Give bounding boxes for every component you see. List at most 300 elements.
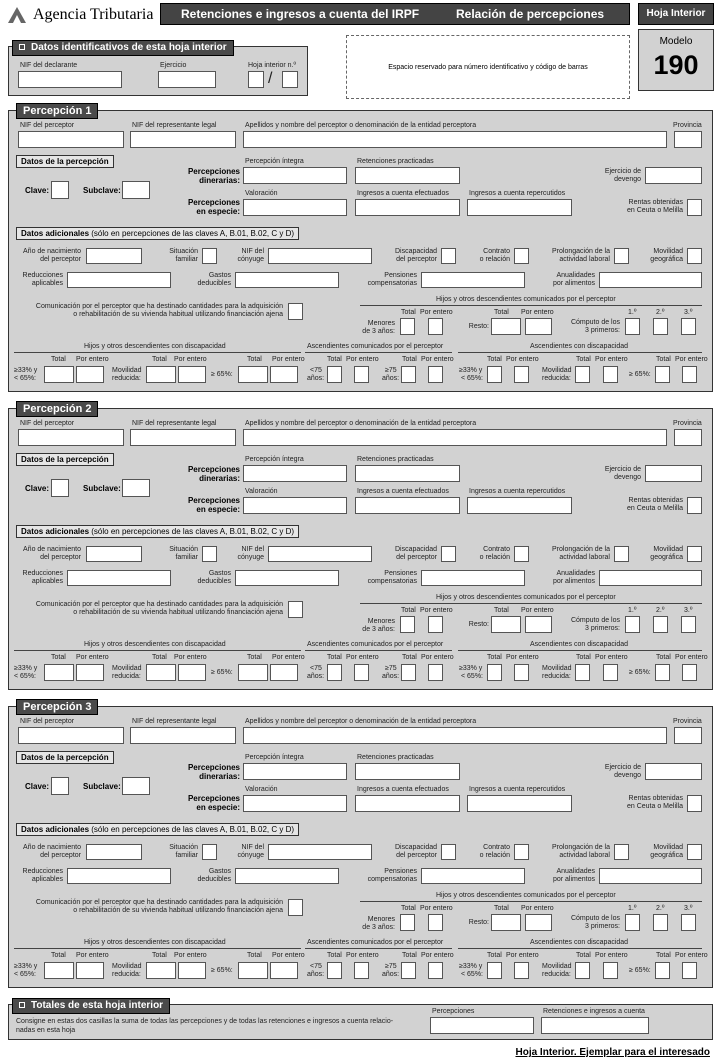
perc1-valoracion-field[interactable] xyxy=(243,199,347,216)
perc2-hd-ge65-entero-field[interactable] xyxy=(270,664,298,681)
perc2-prolongacion-label-2: actividad laboral xyxy=(559,554,610,561)
perc2-computo-label-1: Cómputo de los xyxy=(570,617,620,624)
perc3-segundo-field[interactable] xyxy=(653,914,668,931)
perc1-provincia-label: Provincia xyxy=(673,122,702,129)
nif-declarante-label: NIF del declarante xyxy=(20,62,78,69)
perc1-resto-entero-field[interactable] xyxy=(525,318,552,335)
perc2-hd-ge33-entero-field[interactable] xyxy=(76,664,104,681)
perc2-hd-movred-total-field[interactable] xyxy=(146,664,176,681)
perc3-datos-adicionales-title xyxy=(16,823,299,836)
perc1-situacion-label-1: Situación xyxy=(169,248,198,255)
perc1-retenciones-practicadas-field[interactable] xyxy=(355,167,460,184)
perc2-clave-field[interactable] xyxy=(51,479,69,497)
perc2-resto-label: Resto: xyxy=(468,621,489,628)
perc2-apellidos-field[interactable] xyxy=(243,429,667,446)
perc1-anualidades-label-1: Anualidades xyxy=(556,272,595,279)
perc2-movilidad-label-2: geográfica xyxy=(650,554,683,561)
perc3-ingresos-repercutidos-field[interactable] xyxy=(467,795,572,812)
perc3-ac-lt75-label-1: <75 xyxy=(310,963,322,970)
perc2-rentas-ceuta-label-2: en Ceuta o Melilla xyxy=(626,505,683,512)
square-icon xyxy=(19,44,25,50)
perc1-ac-ge75-total-field[interactable] xyxy=(401,366,416,383)
perc3-ac-ge75-entero-label: Por entero xyxy=(421,952,454,959)
perc1-ad-ge33-entero-field[interactable] xyxy=(514,366,529,383)
perc2-perc-dinerarias-label-1: Percepciones xyxy=(187,465,240,474)
perc3-resto-label: Resto: xyxy=(468,919,489,926)
perc1-hd-movred-label-1: Movilidad xyxy=(112,367,142,374)
perc3-datos-percepcion-title: Datos de la percepción xyxy=(16,751,114,764)
datos-identificativos-title xyxy=(12,40,234,56)
perc3-gastos-field[interactable] xyxy=(235,868,339,884)
perc1-movilidad-label-2: geográfica xyxy=(650,256,683,263)
perc2-computo-label-2: 3 primeros: xyxy=(584,625,620,632)
perc1-ascendientes-discapacidad-line xyxy=(458,352,702,353)
perc1-subclave-field[interactable] xyxy=(122,181,150,199)
perc2-hd-ge33-label-2: < 65%: xyxy=(14,673,36,680)
perc2-discapacidad-field[interactable] xyxy=(441,546,456,562)
perc1-ad-movred-label-2: reducida: xyxy=(542,375,571,382)
perc1-hd-ge33-total-field[interactable] xyxy=(44,366,74,383)
perc3-pensiones-field[interactable] xyxy=(421,868,525,884)
perc1-nif-representante-field[interactable] xyxy=(130,131,236,148)
perc3-tercero-field[interactable] xyxy=(681,914,696,931)
perc1-prolongacion-label-2: actividad laboral xyxy=(559,256,610,263)
perc2-ad-movred-total-label: Total xyxy=(576,654,591,661)
perc2-hijos-discapacidad-line xyxy=(14,650,301,651)
perc3-resto-total-label: Total xyxy=(494,905,509,912)
perc3-ac-lt75-total-field[interactable] xyxy=(327,962,342,979)
perc2-rentas-ceuta-field[interactable] xyxy=(687,497,702,514)
perc1-resto-total-field[interactable] xyxy=(491,318,521,335)
perc1-ejercicio-devengo-field[interactable] xyxy=(645,167,702,184)
perc2-ad-ge65-total-field[interactable] xyxy=(655,664,670,681)
perc2-nif-perceptor-label: NIF del perceptor xyxy=(20,420,75,427)
perc1-datos-adicionales-note: (sólo en percepciones de las claves A, B.01, B.02, C y D) xyxy=(91,229,295,238)
perc3-prolongacion-field[interactable] xyxy=(614,844,629,860)
perc2-ac-lt75-entero-label: Por entero xyxy=(346,654,379,661)
perc2-ad-ge33-label-2: < 65%: xyxy=(461,673,483,680)
perc1-reducciones-field[interactable] xyxy=(67,272,171,288)
perc2-ac-lt75-entero-field[interactable] xyxy=(354,664,369,681)
perc3-anualidades-label-1: Anualidades xyxy=(556,868,595,875)
perc2-ac-ge75-label-2: años: xyxy=(382,673,400,680)
perc1-rentas-ceuta-field[interactable] xyxy=(687,199,702,216)
perc2-ad-ge33-label-1: ≥33% y xyxy=(459,665,483,672)
perc1-discapacidad-field[interactable] xyxy=(441,248,456,264)
perc3-hd-ge33-total-field[interactable] xyxy=(44,962,74,979)
totales-percepciones-label: Percepciones xyxy=(432,1008,475,1015)
perc2-tercero-field[interactable] xyxy=(681,616,696,633)
perc3-ad-ge65-entero-field[interactable] xyxy=(682,962,697,979)
perc1-clave-field[interactable] xyxy=(51,181,69,199)
perc2-hd-movred-label-1: Movilidad xyxy=(112,665,142,672)
perc3-ingresos-repercutidos-label: Ingresos a cuenta repercutidos xyxy=(469,786,566,793)
perc2-anualidades-field[interactable] xyxy=(599,570,702,586)
perc1-hijos-comunicados-label: Hijos y otros descendientes comunicados por el perceptor xyxy=(436,296,616,303)
perc3-ac-ge75-label-1: ≥75 xyxy=(385,963,397,970)
perc2-ac-ge75-entero-label: Por entero xyxy=(421,654,454,661)
perc3-rentas-ceuta-label-1: Rentas obtenidas xyxy=(628,795,683,802)
perc1-computo-label-2: 3 primeros: xyxy=(584,327,620,334)
perc2-comunicacion-label-1: Comunicación por el perceptor que ha destinado cantidades para la adquisición xyxy=(35,601,283,608)
perc2-menores-total-label: Total xyxy=(401,607,416,614)
perc1-nif-perceptor-field[interactable] xyxy=(18,131,124,148)
hoja-interior-total-field[interactable] xyxy=(282,71,298,88)
perc2-provincia-field[interactable] xyxy=(674,429,702,446)
hoja-interior-num-field[interactable] xyxy=(248,71,264,88)
perc1-ad-movred-entero-label: Por entero xyxy=(595,356,628,363)
perc2-hd-ge33-label-1: ≥33% y xyxy=(14,665,38,672)
perc2-comunicacion-label-2: o rehabilitación de su vivienda habitual utilizando financiación ajena xyxy=(73,609,283,616)
perc3-ad-ge65-total-field[interactable] xyxy=(655,962,670,979)
perc2-ascendientes-discapacidad-label: Ascendientes con discapacidad xyxy=(530,641,629,648)
perc2-nif-conyuge-label-1: NIF del xyxy=(241,546,264,553)
perc3-hd-movred-entero-label: Por entero xyxy=(174,952,207,959)
perc1-hd-ge33-entero-field[interactable] xyxy=(76,366,104,383)
perc1-ac-ge75-label-2: años: xyxy=(382,375,400,382)
perc3-hd-ge33-label-1: ≥33% y xyxy=(14,963,38,970)
perc3-hd-ge33-entero-label: Por entero xyxy=(76,952,109,959)
square-icon xyxy=(19,1002,25,1008)
perc2-ad-ge65-entero-field[interactable] xyxy=(682,664,697,681)
perc1-ac-lt75-label-2: años: xyxy=(307,375,325,382)
perc1-menores-entero-field[interactable] xyxy=(428,318,443,335)
perc2-reducciones-label-1: Reducciones xyxy=(22,570,63,577)
perc3-ad-ge33-total-field[interactable] xyxy=(487,962,502,979)
perc2-primero-field[interactable] xyxy=(625,616,640,633)
perc3-contrato-field[interactable] xyxy=(514,844,529,860)
perc3-rentas-ceuta-field[interactable] xyxy=(687,795,702,812)
perc2-resto-total-field[interactable] xyxy=(491,616,521,633)
perc3-apellidos-field[interactable] xyxy=(243,727,667,744)
perc2-ac-lt75-total-field[interactable] xyxy=(327,664,342,681)
perc1-ac-lt75-total-field[interactable] xyxy=(327,366,342,383)
perc3-computo-label-2: 3 primeros: xyxy=(584,923,620,930)
perc2-prolongacion-label-1: Prolongación de la xyxy=(552,546,610,553)
perc3-ac-lt75-entero-label: Por entero xyxy=(346,952,379,959)
perc2-ingresos-repercutidos-label: Ingresos a cuenta repercutidos xyxy=(469,488,566,495)
modelo-box xyxy=(638,29,714,91)
perc3-ad-movred-label-1: Movilidad xyxy=(542,963,572,970)
perc1-hd-ge33-total-label: Total xyxy=(51,356,66,363)
perc3-ad-ge33-entero-field[interactable] xyxy=(514,962,529,979)
perc3-situacion-label-2: familiar xyxy=(175,852,198,859)
perc1-hd-ge65-label: ≥ 65%: xyxy=(211,371,233,378)
perc2-anio-nac-label-1: Año de nacimiento xyxy=(23,546,81,553)
perc3-menores-entero-label: Por entero xyxy=(420,905,453,912)
perc1-movilidad-field[interactable] xyxy=(687,248,702,264)
perc1-apellidos-field[interactable] xyxy=(243,131,667,148)
perc3-percepcion-integra-field[interactable] xyxy=(243,763,347,780)
perc2-ingresos-repercutidos-field[interactable] xyxy=(467,497,572,514)
perc2-ad-ge65-total-label: Total xyxy=(656,654,671,661)
perc2-ac-ge75-entero-field[interactable] xyxy=(428,664,443,681)
perc3-ejercicio-devengo-field[interactable] xyxy=(645,763,702,780)
perc3-hd-ge33-label-2: < 65%: xyxy=(14,971,36,978)
perc2-anualidades-label-1: Anualidades xyxy=(556,570,595,577)
perc3-hd-ge65-total-field[interactable] xyxy=(238,962,268,979)
perc1-ad-movred-total-field[interactable] xyxy=(575,366,590,383)
perc2-hd-ge33-total-field[interactable] xyxy=(44,664,74,681)
perc3-hd-ge65-entero-label: Por entero xyxy=(272,952,305,959)
perc1-anualidades-field[interactable] xyxy=(599,272,702,288)
nif-declarante-field[interactable] xyxy=(18,71,122,88)
perc1-ad-ge65-entero-label: Por entero xyxy=(675,356,708,363)
perc3-reducciones-label-2: aplicables xyxy=(31,876,63,883)
perc2-gastos-field[interactable] xyxy=(235,570,339,586)
perc3-reducciones-field[interactable] xyxy=(67,868,171,884)
footer-text: Hoja Interior. Ejemplar para el interesado xyxy=(515,1047,710,1058)
perc1-perc-especie-label-1: Percepciones xyxy=(187,198,240,207)
perc2-ad-ge33-entero-field[interactable] xyxy=(514,664,529,681)
perc1-reducciones-label-2: aplicables xyxy=(31,280,63,287)
perc2-contrato-label-2: o relación xyxy=(479,554,510,561)
perc3-menores-total-field[interactable] xyxy=(400,914,415,931)
perc3-ejercicio-devengo-label-2: devengo xyxy=(614,772,641,779)
perc1-valoracion-label: Valoración xyxy=(245,190,278,197)
totales-retenciones-field[interactable] xyxy=(541,1017,649,1034)
perc2-datos-adicionales-label: Datos adicionales xyxy=(21,527,90,536)
perc1-discapacidad-label-1: Discapacidad xyxy=(394,248,437,255)
perc1-hd-movred-total-field[interactable] xyxy=(146,366,176,383)
perc2-menores-label-1: Menores xyxy=(367,618,395,625)
perc3-contrato-label-1: Contrato xyxy=(483,844,510,851)
perc1-anio-nac-label-2: del perceptor xyxy=(40,256,81,263)
perc1-computo-label-1: Cómputo de los xyxy=(570,319,620,326)
perc3-subclave-field[interactable] xyxy=(122,777,150,795)
perc2-movilidad-label-1: Movilidad xyxy=(653,546,683,553)
perc1-ad-ge65-label: ≥ 65%: xyxy=(629,371,651,378)
perc2-percepcion-integra-label: Percepción íntegra xyxy=(245,456,304,463)
perc2-situacion-field[interactable] xyxy=(202,546,217,562)
perc3-hd-ge65-entero-field[interactable] xyxy=(270,962,298,979)
perc1-contrato-field[interactable] xyxy=(514,248,529,264)
ejercicio-field[interactable] xyxy=(158,71,216,88)
perc1-hd-ge65-total-label: Total xyxy=(247,356,262,363)
perc2-pensiones-field[interactable] xyxy=(421,570,525,586)
perc2-ingresos-efectuados-field[interactable] xyxy=(355,497,460,514)
perc3-situacion-field[interactable] xyxy=(202,844,217,860)
perc3-provincia-field[interactable] xyxy=(674,727,702,744)
perc2-retenciones-practicadas-label: Retenciones practicadas xyxy=(357,456,434,463)
perc1-ac-lt75-entero-label: Por entero xyxy=(346,356,379,363)
perc2-movilidad-field[interactable] xyxy=(687,546,702,562)
perc1-ingresos-repercutidos-field[interactable] xyxy=(467,199,572,216)
perc3-resto-total-field[interactable] xyxy=(491,914,521,931)
perc1-ad-ge65-total-label: Total xyxy=(656,356,671,363)
barcode-area xyxy=(346,35,630,99)
perc2-anualidades-label-2: por alimentos xyxy=(552,578,595,585)
perc1-ascendientes-comunicados-label: Ascendientes comunicados por el perceptor xyxy=(307,343,444,350)
perc3-comunicacion-label-2: o rehabilitación de su vivienda habitual utilizando financiación ajena xyxy=(73,907,283,914)
perc2-ascendientes-comunicados-label: Ascendientes comunicados por el perceptor xyxy=(307,641,444,648)
perc1-menores-label-1: Menores xyxy=(367,320,395,327)
perc1-tercero-field[interactable] xyxy=(681,318,696,335)
perc3-primero-field[interactable] xyxy=(625,914,640,931)
perc3-perc-dinerarias-label-2: dinerarias: xyxy=(199,772,240,781)
perc2-segundo-field[interactable] xyxy=(653,616,668,633)
perc3-menores-label-1: Menores xyxy=(367,916,395,923)
perc1-ac-ge75-entero-field[interactable] xyxy=(428,366,443,383)
perc3-retenciones-practicadas-label: Retenciones practicadas xyxy=(357,754,434,761)
perc1-ac-ge75-label-1: ≥75 xyxy=(385,367,397,374)
perc1-anio-nac-field[interactable] xyxy=(86,248,142,264)
perc1-menores-entero-label: Por entero xyxy=(420,309,453,316)
perc1-pensiones-label-2: compensatorias xyxy=(367,280,417,287)
perc3-anio-nac-label-2: del perceptor xyxy=(40,852,81,859)
perc2-hd-ge65-label: ≥ 65%: xyxy=(211,669,233,676)
perc2-ac-ge75-label-1: ≥75 xyxy=(385,665,397,672)
perc3-gastos-label-2: deducibles xyxy=(197,876,231,883)
perc1-ad-ge33-total-field[interactable] xyxy=(487,366,502,383)
perc1-ascendientes-comunicados-line xyxy=(305,352,452,353)
perc1-hd-movred-entero-label: Por entero xyxy=(174,356,207,363)
perc2-subclave-field[interactable] xyxy=(122,479,150,497)
perc3-ascendientes-comunicados-line xyxy=(305,948,452,949)
perc3-valoracion-field[interactable] xyxy=(243,795,347,812)
perc3-ac-ge75-total-field[interactable] xyxy=(401,962,416,979)
perc3-hd-ge33-entero-field[interactable] xyxy=(76,962,104,979)
perc1-hd-ge65-entero-field[interactable] xyxy=(270,366,298,383)
perc3-retenciones-practicadas-field[interactable] xyxy=(355,763,460,780)
perc2-anio-nac-field[interactable] xyxy=(86,546,142,562)
perc1-hd-ge65-total-field[interactable] xyxy=(238,366,268,383)
perc3-ac-ge75-entero-field[interactable] xyxy=(428,962,443,979)
perc2-ingresos-efectuados-label: Ingresos a cuenta efectuados xyxy=(357,488,449,495)
perc3-ad-ge65-label: ≥ 65%: xyxy=(629,967,651,974)
perc2-percepcion-integra-field[interactable] xyxy=(243,465,347,482)
perc2-resto-entero-field[interactable] xyxy=(525,616,552,633)
perc1-gastos-field[interactable] xyxy=(235,272,339,288)
perc2-situacion-label-1: Situación xyxy=(169,546,198,553)
perc3-discapacidad-label-2: del perceptor xyxy=(396,852,437,859)
perc1-hijos-discapacidad-label: Hijos y otros descendientes con discapacidad xyxy=(84,343,226,350)
perc3-anualidades-field[interactable] xyxy=(599,868,702,884)
perc3-anio-nac-field[interactable] xyxy=(86,844,142,860)
perc1-ad-ge65-total-field[interactable] xyxy=(655,366,670,383)
perc1-situacion-label-2: familiar xyxy=(175,256,198,263)
perc2-hd-movred-entero-field[interactable] xyxy=(178,664,206,681)
perc3-nif-perceptor-field[interactable] xyxy=(18,727,124,744)
perc3-datos-adicionales-note: (sólo en percepciones de las claves A, B.01, B.02, C y D) xyxy=(91,825,295,834)
perc2-nif-representante-field[interactable] xyxy=(130,429,236,446)
perc3-resto-entero-field[interactable] xyxy=(525,914,552,931)
perc2-menores-entero-field[interactable] xyxy=(428,616,443,633)
perc2-nif-perceptor-field[interactable] xyxy=(18,429,124,446)
perc3-discapacidad-field[interactable] xyxy=(441,844,456,860)
perc3-ad-movred-total-field[interactable] xyxy=(575,962,590,979)
perc2-ac-ge75-total-field[interactable] xyxy=(401,664,416,681)
perc1-ad-movred-entero-field[interactable] xyxy=(603,366,618,383)
perc3-comunicacion-field[interactable] xyxy=(288,899,303,916)
perc2-ad-movred-entero-field[interactable] xyxy=(603,664,618,681)
perc2-discapacidad-label-1: Discapacidad xyxy=(394,546,437,553)
perc1-pensiones-field[interactable] xyxy=(421,272,525,288)
perc1-perc-dinerarias-label-1: Percepciones xyxy=(187,167,240,176)
perc1-primero-field[interactable] xyxy=(625,318,640,335)
perc2-resto-entero-label: Por entero xyxy=(521,607,554,614)
perc1-title: Percepción 1 xyxy=(16,103,98,119)
perc3-perc-especie-label-2: en especie: xyxy=(196,803,240,812)
perc1-segundo-field[interactable] xyxy=(653,318,668,335)
perc3-clave-field[interactable] xyxy=(51,777,69,795)
perc3-ad-movred-entero-field[interactable] xyxy=(603,962,618,979)
perc1-subclave-label: Subclave: xyxy=(83,186,121,195)
perc3-anio-nac-label-1: Año de nacimiento xyxy=(23,844,81,851)
perc2-prolongacion-field[interactable] xyxy=(614,546,629,562)
totales-percepciones-field[interactable] xyxy=(430,1017,534,1034)
perc3-ac-lt75-entero-field[interactable] xyxy=(354,962,369,979)
perc3-nif-representante-field[interactable] xyxy=(130,727,236,744)
perc3-movilidad-label-2: geográfica xyxy=(650,852,683,859)
perc2-pensiones-label-1: Pensiones xyxy=(384,570,417,577)
modelo-label: Modelo xyxy=(659,36,693,47)
perc1-prolongacion-field[interactable] xyxy=(614,248,629,264)
perc2-hd-ge65-total-field[interactable] xyxy=(238,664,268,681)
perc2-valoracion-field[interactable] xyxy=(243,497,347,514)
perc1-ac-ge75-total-label: Total xyxy=(402,356,417,363)
perc3-hd-movred-entero-field[interactable] xyxy=(178,962,206,979)
perc3-ad-ge33-total-label: Total xyxy=(487,952,502,959)
perc3-ingresos-efectuados-field[interactable] xyxy=(355,795,460,812)
perc2-nif-conyuge-field[interactable] xyxy=(268,546,372,562)
perc2-ejercicio-devengo-field[interactable] xyxy=(645,465,702,482)
perc2-hijos-comunicados-label: Hijos y otros descendientes comunicados por el perceptor xyxy=(436,594,616,601)
perc3-ejercicio-devengo-label-1: Ejercicio de xyxy=(604,764,641,771)
perc2-ad-ge33-total-field[interactable] xyxy=(487,664,502,681)
perc1-rentas-ceuta-label-2: en Ceuta o Melilla xyxy=(626,207,683,214)
perc3-perc-dinerarias-label-1: Percepciones xyxy=(187,763,240,772)
perc2-ac-lt75-label-2: años: xyxy=(307,673,325,680)
perc3-menores-entero-field[interactable] xyxy=(428,914,443,931)
perc1-pensiones-label-1: Pensiones xyxy=(384,272,417,279)
perc2-menores-total-field[interactable] xyxy=(400,616,415,633)
perc1-provincia-field[interactable] xyxy=(674,131,702,148)
perc3-movilidad-field[interactable] xyxy=(687,844,702,860)
perc1-ac-ge75-entero-label: Por entero xyxy=(421,356,454,363)
modelo-number: 190 xyxy=(653,50,699,80)
perc1-hd-movred-entero-field[interactable] xyxy=(178,366,206,383)
perc1-perc-especie-label-2: en especie: xyxy=(196,207,240,216)
perc2-contrato-field[interactable] xyxy=(514,546,529,562)
perc1-ac-lt75-entero-field[interactable] xyxy=(354,366,369,383)
perc2-hd-ge65-total-label: Total xyxy=(247,654,262,661)
perc3-tercero-label: 3.º xyxy=(684,905,693,912)
perc2-reducciones-field[interactable] xyxy=(67,570,171,586)
perc3-rentas-ceuta-label-2: en Ceuta o Melilla xyxy=(626,803,683,810)
perc3-ingresos-efectuados-label: Ingresos a cuenta efectuados xyxy=(357,786,449,793)
perc2-anio-nac-label-2: del perceptor xyxy=(40,554,81,561)
perc2-reducciones-label-2: aplicables xyxy=(31,578,63,585)
perc2-retenciones-practicadas-field[interactable] xyxy=(355,465,460,482)
perc2-ad-movred-total-field[interactable] xyxy=(575,664,590,681)
perc3-provincia-label: Provincia xyxy=(673,718,702,725)
perc1-comunicacion-field[interactable] xyxy=(288,303,303,320)
perc1-percepcion-integra-field[interactable] xyxy=(243,167,347,184)
perc1-ad-ge65-entero-field[interactable] xyxy=(682,366,697,383)
perc3-nif-conyuge-field[interactable] xyxy=(268,844,372,860)
perc1-nif-conyuge-field[interactable] xyxy=(268,248,372,264)
perc1-ingresos-efectuados-field[interactable] xyxy=(355,199,460,216)
perc1-situacion-field[interactable] xyxy=(202,248,217,264)
perc1-hd-ge33-entero-label: Por entero xyxy=(76,356,109,363)
perc1-menores-total-field[interactable] xyxy=(400,318,415,335)
perc1-comunicacion-label-2: o rehabilitación de su vivienda habitual utilizando financiación ajena xyxy=(73,311,283,318)
perc1-ad-movred-label-1: Movilidad xyxy=(542,367,572,374)
perc3-situacion-label-1: Situación xyxy=(169,844,198,851)
perc3-hd-movred-total-field[interactable] xyxy=(146,962,176,979)
perc2-comunicacion-field[interactable] xyxy=(288,601,303,618)
